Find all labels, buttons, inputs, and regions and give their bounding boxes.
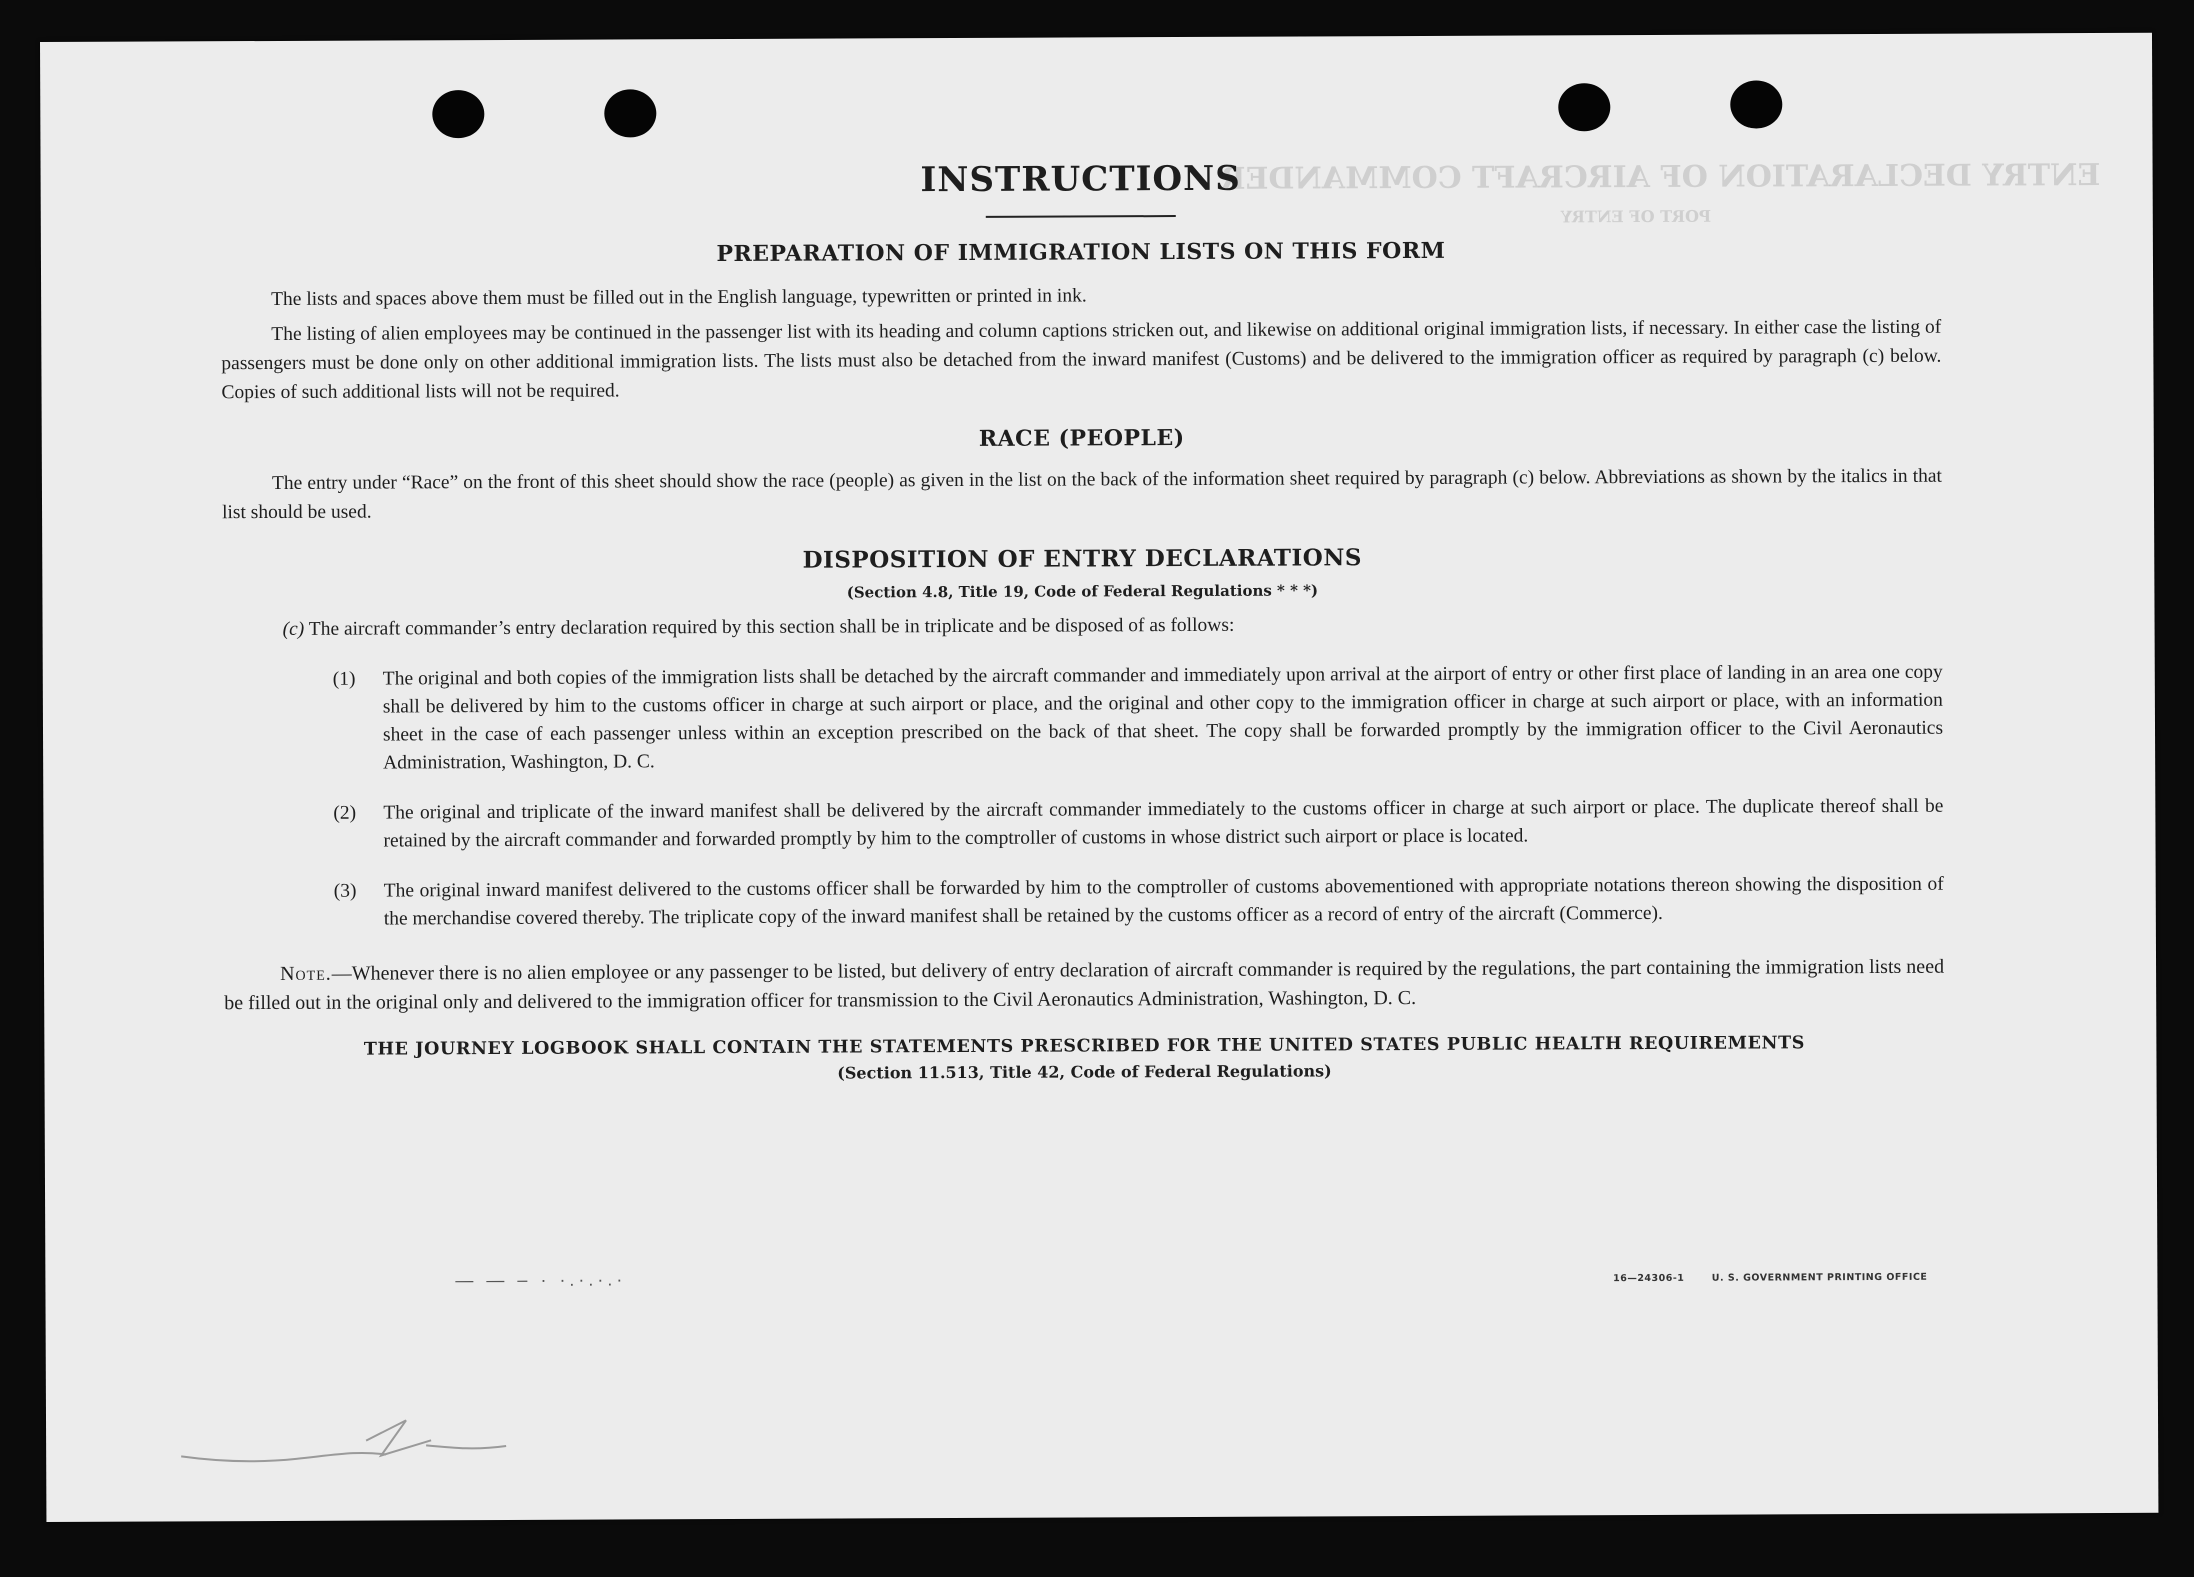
printer-name: U. S. GOVERNMENT PRINTING OFFICE [1711,1271,1928,1284]
item-number: (3) [333,880,357,902]
note-paragraph [224,953,1944,1019]
page-title: INSTRUCTIONS [920,158,1241,201]
note-label: Note. [280,962,332,985]
disposition-lead-text: The aircraft commander’s entry declaration required by this section shall be in triplicate and be disposed of as follows: [308,614,1235,640]
disposition-item [223,793,1943,857]
item-number: (1) [332,668,356,690]
item-text: The original inward manifest delivered to the customs officer shall be forwarded by him to the comptroller of customs abovementioned with appropriate notations thereon showing the disposition of the merchandise covered thereby. The triplicate copy of the inward manifest shall be retained by the customs officer as a record of entry of the aircraft (Commerce). [383,873,1944,930]
document-page [40,33,2158,1522]
paragraph-label: (c) [282,618,305,640]
printer-imprint [1589,1272,1927,1284]
title-rule [986,215,1176,218]
disposition-heading: DISPOSITION OF ENTRY DECLARATIONS [802,544,1363,574]
form-number: 16—24306-1 [1613,1272,1685,1285]
immigration-lists-paragraph-2: The listing of alien employees may be continued in the passenger list with its heading and column captions stricken out, and likewise on additional original immigration lists, if necessary. In either case the listing of passengers must be done only on other additional immigration lists. The lists must also be detached from the inward manifest (Customs) and be delivered to the immigration officer as required by paragraph (c) below. Copies of such additional lists will not be required. [221,316,1942,404]
disposition-citation: (Section 4.8, Title 19, Code of Federal Regulations * * *) [846,581,1319,602]
race-paragraph: The entry under “Race” on the front of this sheet should show the race (people) as given in the list on the back of the information sheet required by paragraph (c) below. Abbreviations as shown by the italics in that list should be used. [222,465,1942,524]
bleed-through: PORT OF ENTRY [1560,206,1712,227]
disposition-item [224,871,1944,935]
pencil-scribble [176,1400,576,1482]
note-text: —Whenever there is no alien employee or any passenger to be listed, but delivery of entry declaration of aircraft commander is required by the regulations, the part containing the immigration lists need be filled out in the original only and delivered to the immigration officer for transmission to the Civil Aeronautics Administration, Washington, D. C. [224,955,1945,1015]
instructions-body [220,114,1944,1085]
disposition-item [223,659,1943,779]
immigration-lists-paragraph-1: The lists and spaces above them must be filled out in the English language, typewritten or printed in ink. [271,285,1087,310]
health-requirements-statement: THE JOURNEY LOGBOOK SHALL CONTAIN THE STATEMENTS PRESCRIBED FOR THE UNITED STATES PUBLIC HEALTH REQUIREMENTS [363,1033,1806,1060]
faint-marks: — — – · ·.·.·.· [455,1269,627,1291]
disposition-lead [223,609,1943,645]
health-requirements-citation: (Section 11.513, Title 42, Code of Federal Regulations) [837,1061,1332,1083]
race-heading: RACE (PEOPLE) [978,425,1185,452]
immigration-lists-heading: PREPARATION OF IMMIGRATION LISTS ON THIS FORM [716,237,1446,268]
item-text: The original and triplicate of the inward manifest shall be delivered by the aircraft commander immediately to the customs officer in charge at such airport or place. The duplicate thereof shall be retained by the aircraft commander and forwarded promptly by him to the comptroller of customs in whose district such airport or place is located. [383,795,1944,852]
item-number: (2) [333,802,357,824]
bleed-through: ENTRY DECLARATION OF AIRCRAFT COMMANDER [1220,158,2101,197]
item-text: The original and both copies of the immigration lists shall be detached by the aircraft commander and immediately upon arrival at the airport of entry or other first place of landing in an area one copy shall be delivered by him to the customs officer in charge at such airport or place, and the original and other copy to the immigration officer in charge at such airport or place, with an information sheet in the case of each passenger unless within an exception prescribed on the back of that sheet. The copy shall be forwarded promptly by the immigration officer to the Civil Aeronautics Administration, Washington, D. C. [382,661,1944,774]
